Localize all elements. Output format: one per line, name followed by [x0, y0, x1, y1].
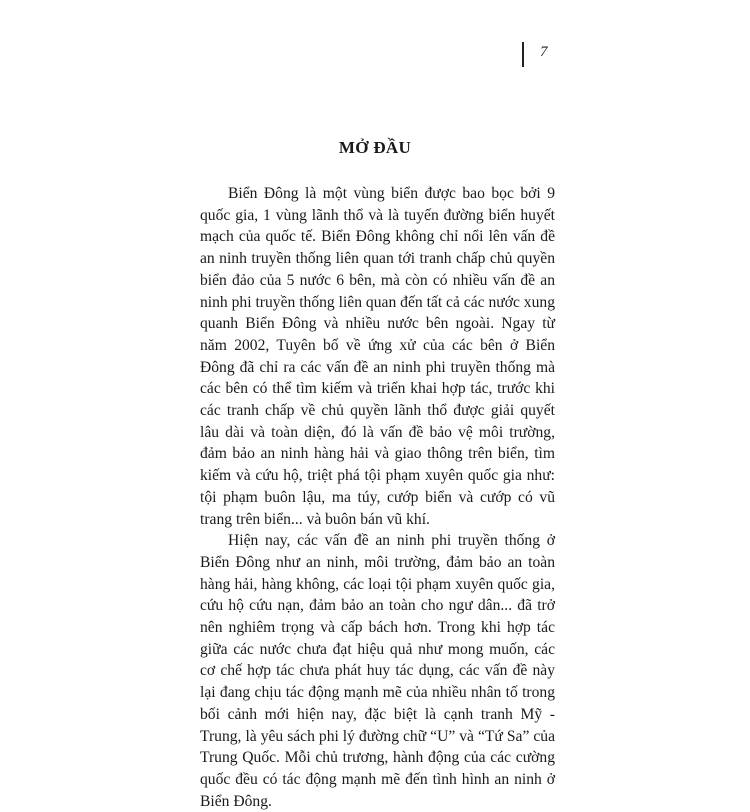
header-rule: [522, 42, 524, 67]
paragraph-2: Hiện nay, các vấn đề an ninh phi truyền thống ở Biển Đông như an ninh, môi trường, đảm bảo an toàn hàng hải, hàng không, các loại tội phạm xuyên quốc gia, cứu hộ cứu nạn, đảm bảo an toàn cho ngư dân... đã trở nên nghiêm trọng và cấp bách hơn. Trong khi hợp tác giữa các nước chưa đạt hiệu quả như mong muốn, các cơ chế hợp tác chưa phát huy tác dụng, các vấn đề này lại đang chịu tác động mạnh mẽ của nhiều nhân tố trong bối cảnh mới hiện nay, đặc biệt là cạnh tranh Mỹ - Trung, là yêu sách phi lý đường chữ “U” và “Tứ Sa” của Trung Quốc. Mỗi chủ trương, hành động của các cường quốc đều có tác động mạnh mẽ đến tình hình an ninh ở Biển Đông.: [200, 532, 555, 810]
page-number: 7: [540, 44, 548, 60]
paragraph-1: Biển Đông là một vùng biển được bao bọc bởi 9 quốc gia, 1 vùng lãnh thổ và là tuyến đường biển huyết mạch của quốc tế. Biển Đông không chỉ nổi lên vấn đề an ninh truyền thống liên quan tới tranh chấp chủ quyền biển đảo của 5 nước 6 bên, mà còn có nhiều vấn đề an ninh phi truyền thống liên quan đến tất cả các nước xung quanh Biển Đông và nhiều nước bên ngoài. Ngay từ năm 2002, Tuyên bố về ứng xử của các bên ở Biển Đông đã chỉ ra các vấn đề an ninh phi truyền thống mà các bên có thể tìm kiếm và triển khai hợp tác, trước khi các tranh chấp về chủ quyền lãnh thổ được giải quyết lâu dài và toàn diện, đó là vấn đề bảo vệ môi trường, đảm bảo an ninh hàng hải và giao thông trên biển, tìm kiếm và cứu hộ, triệt phá tội phạm xuyên quốc gia như: tội phạm buôn lậu, ma túy, cướp biển và cướp có vũ trang trên biển... và buôn bán vũ khí.: [200, 185, 555, 528]
chapter-title: MỞ ĐẦU: [338, 138, 412, 157]
body-text: [200, 183, 555, 812]
